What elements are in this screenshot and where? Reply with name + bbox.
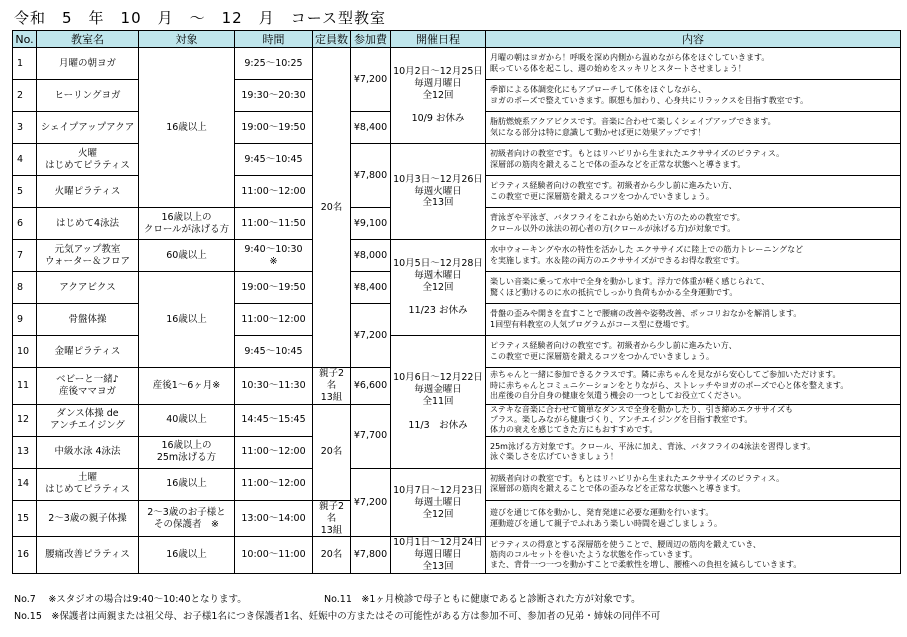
class-name: 中級水泳 4泳法	[37, 436, 139, 468]
class-name: シェイプアップアクア	[37, 112, 139, 144]
page-title: 令和 5 年 10 月 ～ 12 月 コース型教室	[14, 9, 386, 27]
fee-cell: ¥8,000	[351, 240, 391, 272]
row-no: 2	[13, 80, 37, 112]
schedule-cell: 10月6日～12月22日 毎週金曜日 全11回 11/3 お休み	[391, 336, 486, 469]
row-no: 4	[13, 144, 37, 176]
description-cell: 骨盤の歪みや開きを直すことで腰痛の改善や姿勢改善、ポッコリおなかを解消します。 1回型有料教室の人気プログラムがコース型に登場です。	[486, 304, 901, 336]
col-header-fee: 参加費	[351, 31, 391, 48]
fee-cell: ¥7,200	[351, 48, 391, 112]
header-row	[13, 31, 901, 48]
target-cell: 16歳以上	[139, 537, 235, 574]
target-cell: 16歳以上	[139, 48, 235, 208]
time-cell: 11:00～12:00	[235, 468, 313, 500]
row-no: 5	[13, 176, 37, 208]
description-cell: 25m泳げる方対象です。クロール、平泳に加え、背泳、バタフライの4泳法を習得します。 泳ぐ楽しさを広げていきましょう！	[486, 436, 901, 468]
capacity-cell: 親子2名 13組	[313, 368, 351, 405]
fee-cell: ¥8,400	[351, 272, 391, 304]
target-cell: 16歳以上	[139, 272, 235, 368]
description-cell: 季節による体調変化にもアプローチして体をほぐしながら、 ヨガのポーズで整えていきます。瞑想も加わり、心身共にリラックスを目指す教室です。	[486, 80, 901, 112]
col-header-content: 内容	[486, 31, 901, 48]
class-name: 火曜 はじめてピラティス	[37, 144, 139, 176]
schedule-cell: 10月5日～12月28日 毎週木曜日 全12回 11/23 お休み	[391, 240, 486, 336]
table-row	[13, 240, 901, 272]
col-header-schedule: 開催日程	[391, 31, 486, 48]
row-no: 13	[13, 436, 37, 468]
col-header-time: 時間	[235, 31, 313, 48]
fee-cell: ¥7,800	[351, 144, 391, 208]
time-cell: 14:45～15:45	[235, 404, 313, 436]
description-cell: 初級者向けの教室です。もとはリハビリから生まれたエクササイズのピラティス。 深層部の筋肉を鍛えることで体の歪みなどを正常な状態へと導きます。	[486, 144, 901, 176]
description-cell: 遊びを通じて体を動かし、発育発達に必要な運動を行います。 運動遊びを通して親子でふれあう楽しい時間を過ごしましょう。	[486, 500, 901, 537]
class-name: 月曜の朝ヨガ	[37, 48, 139, 80]
col-header-name: 教室名	[37, 31, 139, 48]
target-cell: 16歳以上の 25m泳げる方	[139, 436, 235, 468]
schedule-cell: 10月7日～12月23日 毎週土曜日 全12回	[391, 468, 486, 537]
class-name: アクアビクス	[37, 272, 139, 304]
time-cell: 9:40～10:30 ※	[235, 240, 313, 272]
description-cell: 脂肪燃焼系アクアビクスです。音楽に合わせて楽しくシェイプアップできます。 気になる部分は特に意識して動かせば更に効果アップです！	[486, 112, 901, 144]
description-cell: ステキな音楽に合わせて簡単なダンスで全身を動かしたり、引き締めエクササイズも プラス。楽しみながら健康づくり、アンチエイジングを目指す教室です。 体力の衰えを感じてきた方にもおすすめです。	[486, 404, 901, 436]
class-name: 火曜ピラティス	[37, 176, 139, 208]
target-cell: 産後1～6ヶ月※	[139, 368, 235, 405]
class-name: 土曜 はじめてピラティス	[37, 468, 139, 500]
description-cell: 初級者向けの教室です。もとはリハビリから生まれたエクササイズのピラティス。 深層部の筋肉を鍛えることで体の歪みなどを正常な状態へと導きます。	[486, 468, 901, 500]
row-no: 14	[13, 468, 37, 500]
description-cell: ピラティス経験者向けの教室です。初級者から少し前に進みたい方、 この教室で更に深層筋を鍛えるコツをつかんでいきましょう。	[486, 176, 901, 208]
class-name: 2～3歳の親子体操	[37, 500, 139, 537]
time-cell: 11:00～11:50	[235, 208, 313, 240]
class-name: ダンス体操 de アンチエイジング	[37, 404, 139, 436]
col-header-capacity: 定員数	[313, 31, 351, 48]
class-name: ベビーと一緒♪ 産後ママヨガ	[37, 368, 139, 405]
fee-cell: ¥6,600	[351, 368, 391, 405]
table-row	[13, 48, 901, 80]
description-cell: 月曜の朝はヨガから！呼吸を深め内側から温めながら体をほぐしていきます。 眠っている体を起こし、週の始めをスッキリとスタートさせましょう！	[486, 48, 901, 80]
note-no7: No.7 ※スタジオの場合は9:40～10:40となります。	[14, 594, 247, 605]
capacity-cell: 20名	[313, 537, 351, 574]
class-name: 腰痛改善ピラティス	[37, 537, 139, 574]
fee-cell: ¥7,700	[351, 404, 391, 468]
row-no: 12	[13, 404, 37, 436]
target-cell: 16歳以上	[139, 468, 235, 500]
course-table	[12, 30, 901, 574]
col-header-target: 対象	[139, 31, 235, 48]
time-cell: 13:00～14:00	[235, 500, 313, 537]
time-cell: 10:30～11:30	[235, 368, 313, 405]
fee-cell: ¥7,800	[351, 537, 391, 574]
row-no: 10	[13, 336, 37, 368]
schedule-cell: 10月1日～12月24日 毎週日曜日 全13回	[391, 537, 486, 574]
row-no: 3	[13, 112, 37, 144]
schedule-cell: 10月2日～12月25日 毎週月曜日 全12回 10/9 お休み	[391, 48, 486, 144]
class-name: はじめて4泳法	[37, 208, 139, 240]
row-no: 1	[13, 48, 37, 80]
schedule-cell: 10月3日～12月26日 毎週火曜日 全13回	[391, 144, 486, 240]
target-cell: 60歳以上	[139, 240, 235, 272]
time-cell: 11:00～12:00	[235, 436, 313, 468]
description-cell: ピラティスの得意とする深層筋を使うことで、腰周辺の筋肉を鍛えていき、 筋肉のコルセットを巻いたような状態を作っていきます。 また、背骨一つ一つを動かすことで柔軟性を増し、腰椎への負担を減らしていきます。	[486, 537, 901, 574]
note-no11: No.11 ※1ヶ月検診で母子ともに健康であると診断された方が対象です。	[324, 594, 641, 605]
row-no: 7	[13, 240, 37, 272]
class-name: 金曜ピラティス	[37, 336, 139, 368]
fee-cell: ¥7,200	[351, 468, 391, 537]
target-cell: 16歳以上の クロールが泳げる方	[139, 208, 235, 240]
class-name: ヒーリングヨガ	[37, 80, 139, 112]
class-name: 元気アップ教室 ウォーター＆フロア	[37, 240, 139, 272]
target-cell: 40歳以上	[139, 404, 235, 436]
row-no: 9	[13, 304, 37, 336]
note-no15: No.15 ※保護者は両親または祖父母、お子様1名につき保護者1名、妊娠中の方またはその可能性がある方は参加不可、参加者の兄弟・姉妹の同伴不可	[14, 611, 661, 622]
time-cell: 19:00～19:50	[235, 272, 313, 304]
row-no: 6	[13, 208, 37, 240]
row-no: 16	[13, 537, 37, 574]
fee-cell: ¥9,100	[351, 208, 391, 240]
description-cell: ピラティス経験者向けの教室です。初級者から少し前に進みたい方、 この教室で更に深層筋を鍛えるコツをつかんでいきましょう。	[486, 336, 901, 368]
capacity-cell: 20名	[313, 404, 351, 500]
row-no: 8	[13, 272, 37, 304]
table-row	[13, 537, 901, 574]
time-cell: 11:00～12:00	[235, 176, 313, 208]
col-header-no: No.	[13, 31, 37, 48]
time-cell: 19:00～19:50	[235, 112, 313, 144]
time-cell: 10:00～11:00	[235, 537, 313, 574]
time-cell: 9:25～10:25	[235, 48, 313, 80]
capacity-cell: 親子2名 13組	[313, 500, 351, 537]
class-name: 骨盤体操	[37, 304, 139, 336]
capacity-cell: 20名	[313, 48, 351, 368]
target-cell: 2～3歳のお子様と その保護者 ※	[139, 500, 235, 537]
table-row	[13, 468, 901, 500]
time-cell: 9:45～10:45	[235, 144, 313, 176]
fee-cell: ¥7,200	[351, 304, 391, 368]
row-no: 15	[13, 500, 37, 537]
description-cell: 水中ウォーキングや水の特性を活かした エクササイズに陸上での筋力トレーニングなど を実施します。水＆陸の両方のエクササイズができるお得な教室です。	[486, 240, 901, 272]
fee-cell: ¥8,400	[351, 112, 391, 144]
description-cell: 背泳ぎや平泳ぎ、バタフライをこれから始めたい方のための教室です。 クロール以外の泳法の初心者の方(クロールが泳げる方)が対象です。	[486, 208, 901, 240]
time-cell: 19:30～20:30	[235, 80, 313, 112]
time-cell: 11:00～12:00	[235, 304, 313, 336]
description-cell: 赤ちゃんと一緒に参加できるクラスです。隣に赤ちゃんを見ながら安心してご参加いただけます。 時に赤ちゃんとコミュニケーションをとりながら、ストレッチやヨガのポーズで心と体を整えます。 出産後の自分自身の健康を気遣う機会の一つとしてお役立てください。	[486, 368, 901, 405]
row-no: 11	[13, 368, 37, 405]
description-cell: 楽しい音楽に乗って水中で全身を動かします。浮力で体重が軽く感じられて、 驚くほど動けるのに水の抵抗でしっかり負荷もかかる全身運動です。	[486, 272, 901, 304]
time-cell: 9:45～10:45	[235, 336, 313, 368]
